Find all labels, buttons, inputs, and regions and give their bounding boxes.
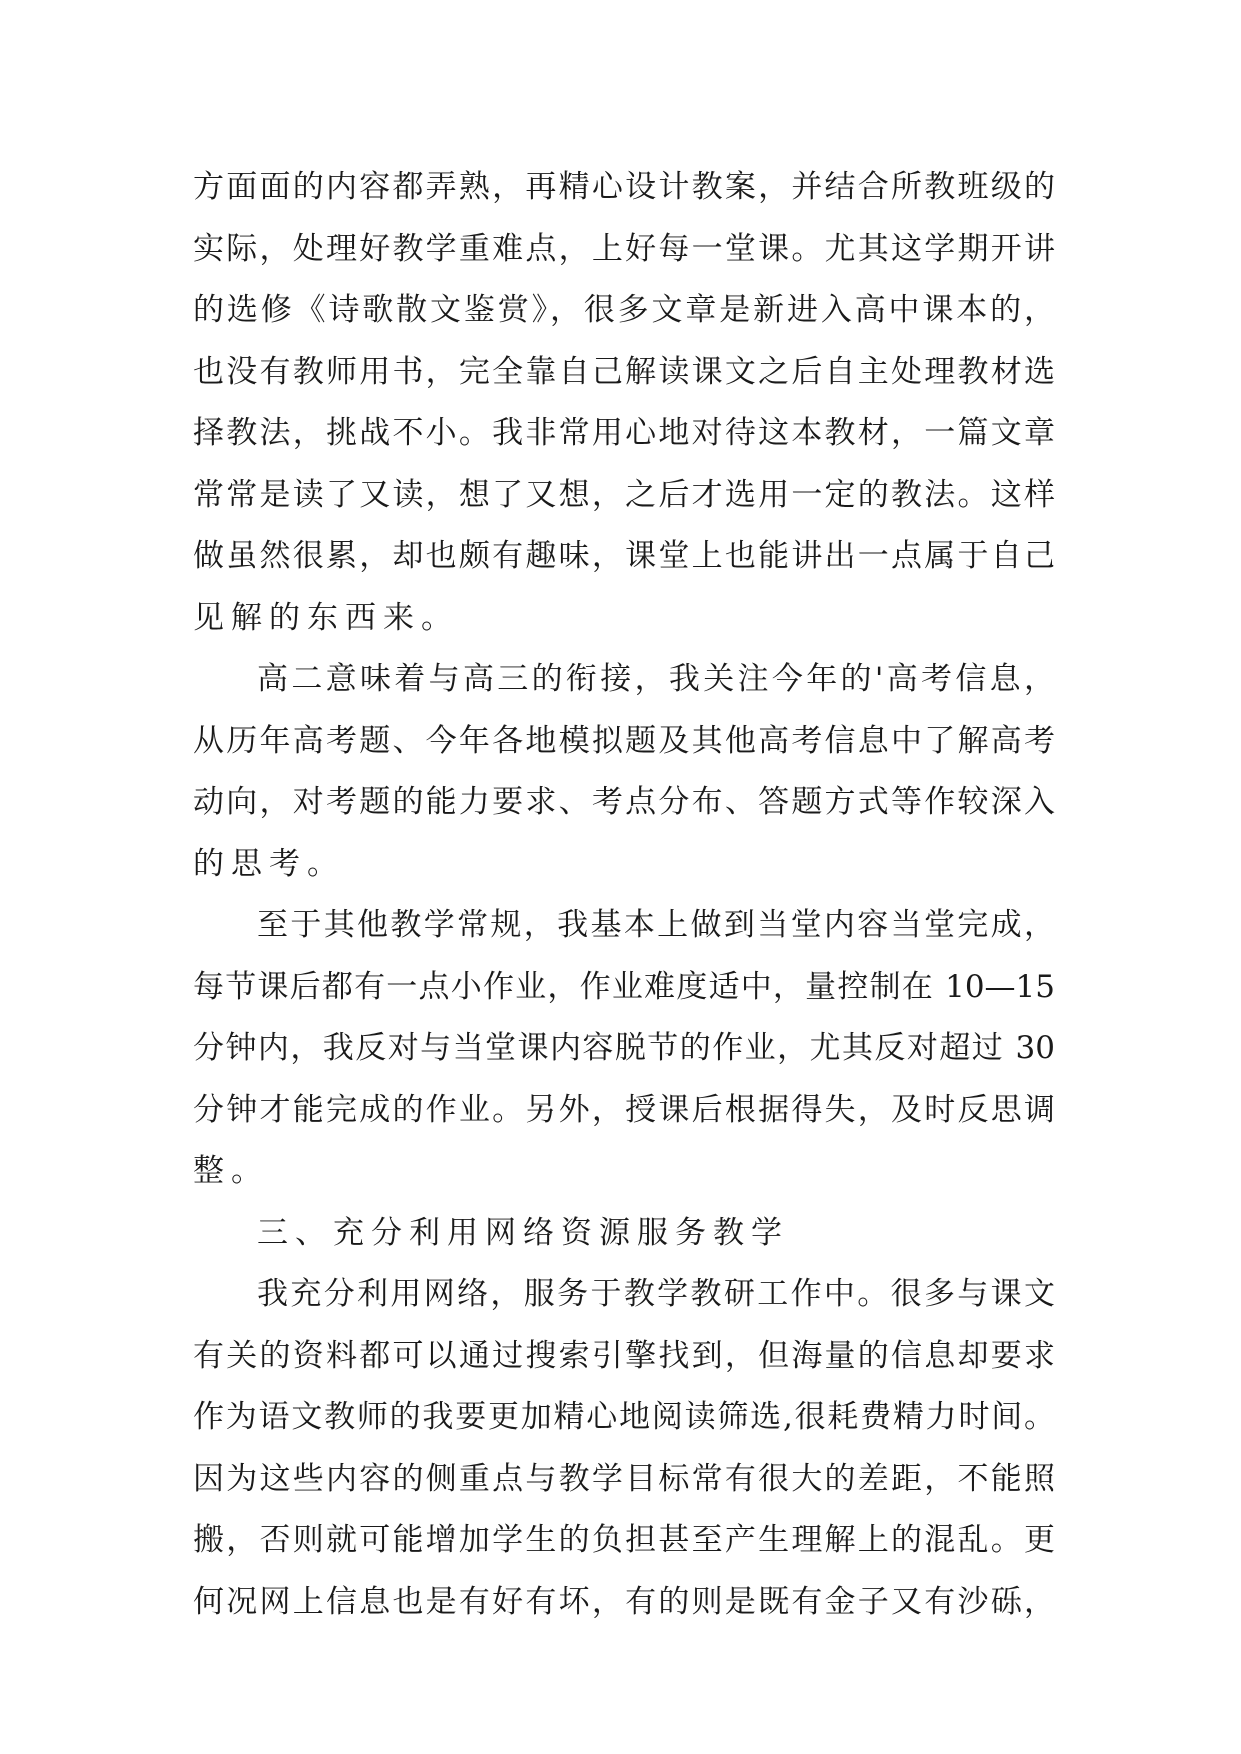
text-line: 何况网上信息也是有好有坏，有的则是既有金子又有沙砾，	[193, 1583, 1055, 1620]
text-line: 也没有教师用书，完全靠自己解读课文之后自主处理教材选	[193, 353, 1055, 390]
text-line: 分钟才能完成的作业。另外，授课后根据得失，及时反思调	[193, 1091, 1055, 1128]
text-line: 三、充分利用网络资源服务教学	[257, 1214, 789, 1251]
text-line: 作为语文教师的我要更加精心地阅读筛选,很耗费精力时间。	[193, 1399, 1055, 1435]
text-line: 搬，否则就可能增加学生的负担甚至产生理解上的混乱。更	[193, 1522, 1055, 1558]
text-line: 择教法，挑战不小。我非常用心地对待这本教材，一篇文章	[193, 415, 1055, 451]
text-line: 动向，对考题的能力要求、考点分布、答题方式等作较深入	[193, 784, 1055, 820]
body-text	[193, 157, 1055, 1633]
text-line: 方面面的内容都弄熟，再精心设计教案，并结合所教班级的	[193, 169, 1055, 205]
text-line: 的思考。	[193, 845, 345, 882]
text-line: 有关的资料都可以通过搜索引擎找到，但海量的信息却要求	[193, 1337, 1055, 1374]
text-line: 至于其他教学常规，我基本上做到当堂内容当堂完成，	[257, 907, 1055, 943]
text-line: 见解的东西来。	[193, 599, 459, 636]
text-line: 常常是读了又读，想了又想，之后才选用一定的教法。这样	[193, 476, 1055, 513]
text-line: 我充分利用网络，服务于教学教研工作中。很多与课文	[257, 1276, 1055, 1312]
text-line: 分钟内，我反对与当堂课内容脱节的作业，尤其反对超过 30	[193, 1030, 1055, 1066]
text-line: 实际，处理好教学重难点，上好每一堂课。尤其这学期开讲	[193, 230, 1055, 267]
text-line: 整。	[193, 1153, 269, 1189]
text-line: 从历年高考题、今年各地模拟题及其他高考信息中了解高考	[193, 722, 1055, 759]
text-line: 的选修《诗歌散文鉴赏》，很多文章是新进入高中课本的，	[193, 292, 1055, 328]
text-line: 因为这些内容的侧重点与教学目标常有很大的差距，不能照	[193, 1460, 1055, 1497]
text-line: 做虽然很累，却也颇有趣味，课堂上也能讲出一点属于自己	[193, 538, 1055, 574]
text-line: 每节课后都有一点小作业，作业难度适中，量控制在 10—15	[193, 968, 1055, 1005]
text-line: 高二意味着与高三的衔接，我关注今年的'高考信息，	[257, 661, 1055, 697]
